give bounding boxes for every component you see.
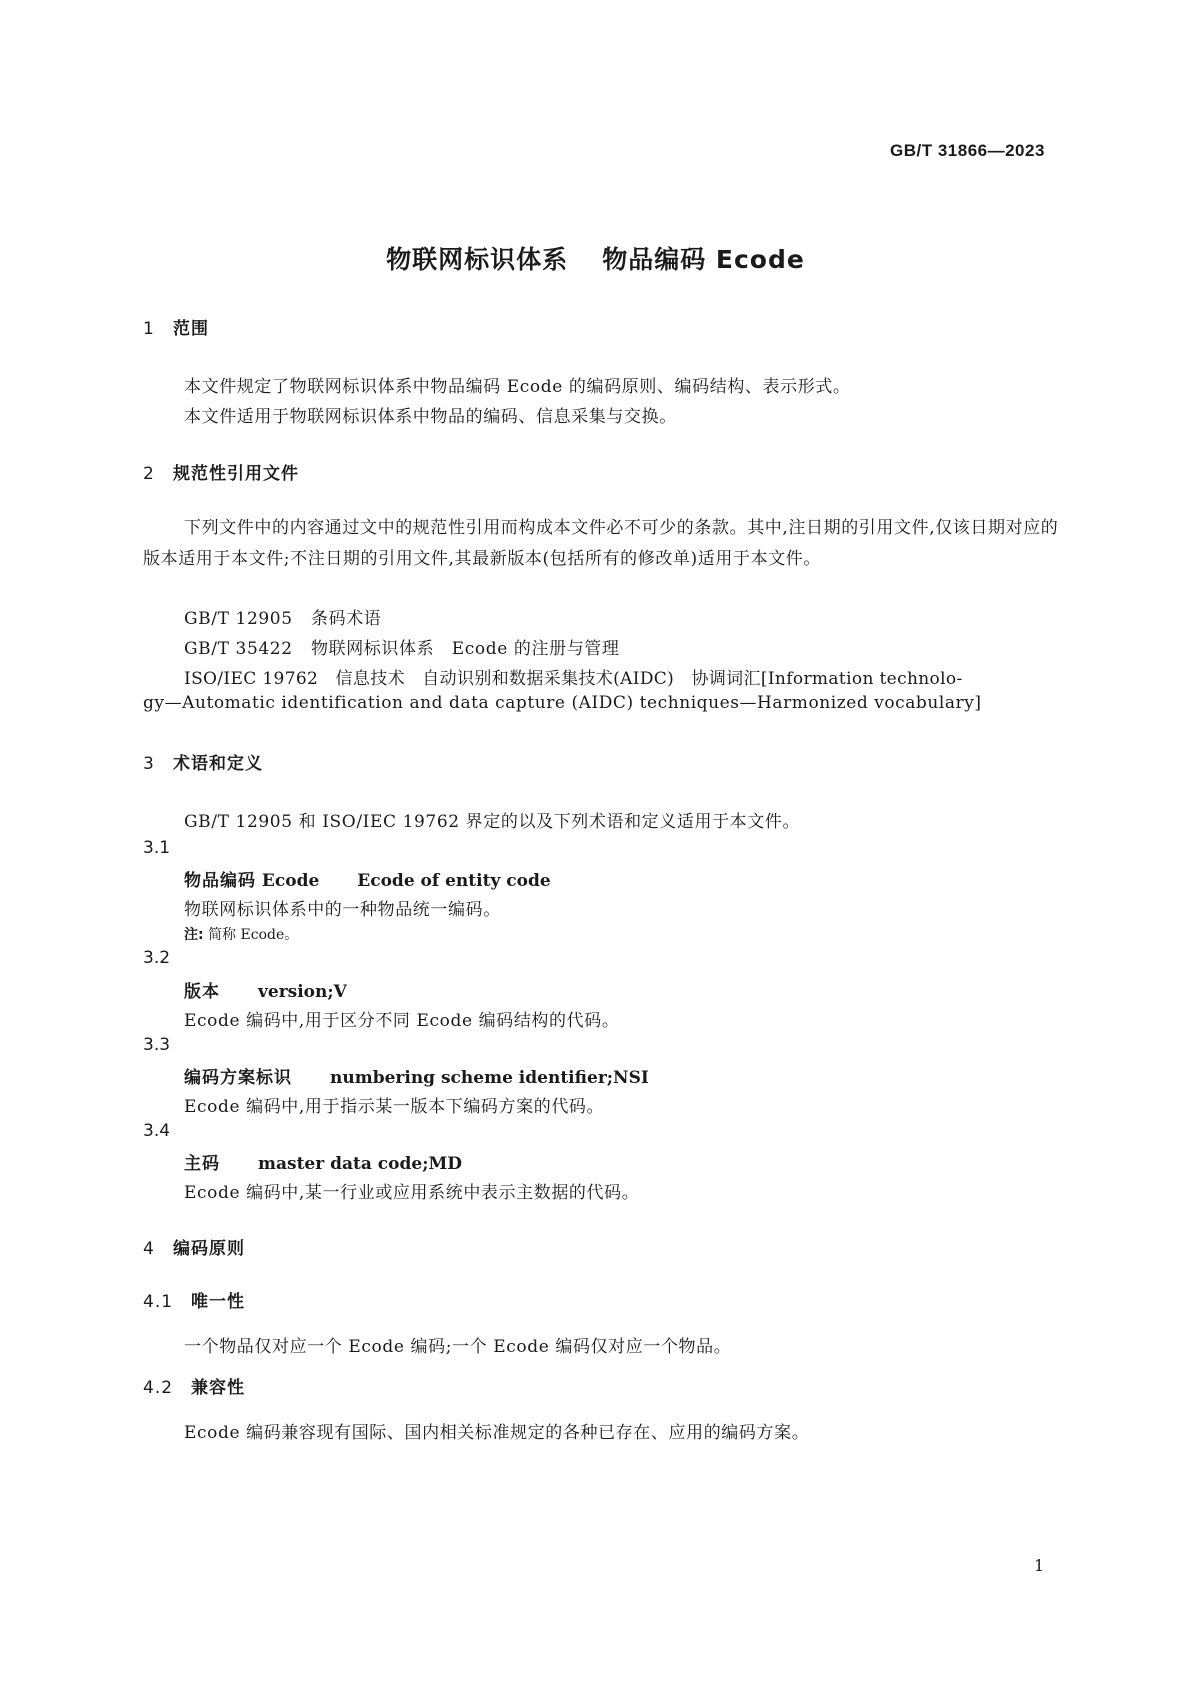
term-number: 3.4: [143, 1121, 171, 1141]
section-1-paragraph-2: 本文件适用于物联网标识体系中物品的编码、信息采集与交换。: [184, 407, 677, 427]
term-definition: Ecode 编码中,某一行业或应用系统中表示主数据的代码。: [184, 1183, 640, 1203]
section-1-paragraph-1: 本文件规定了物联网标识体系中物品编码 Ecode 的编码原则、编码结构、表示形式。: [184, 377, 851, 397]
term-number: 3.1: [143, 838, 171, 858]
term-heading: 版本 version;V: [184, 982, 347, 1002]
subsection-4-2-text: Ecode 编码兼容现有国际、国内相关标准规定的各种已存在、应用的编码方案。: [184, 1423, 810, 1443]
section-2-heading: 2 规范性引用文件: [143, 464, 299, 484]
standard-number: GB/T 31866—2023: [890, 141, 1045, 160]
reference-item: GB/T 12905 条码术语: [184, 609, 382, 629]
document-title: [0, 240, 1191, 276]
term-heading: 主码 master data code;MD: [184, 1154, 463, 1174]
subsection-4-2-heading: 4.2 兼容性: [143, 1378, 245, 1398]
term-definition: Ecode 编码中,用于指示某一版本下编码方案的代码。: [184, 1097, 605, 1117]
reference-item-line-2: gy—Automatic identification and data capture (AIDC) techniques—Harmonized vocabulary]: [143, 693, 982, 713]
reference-item-line-1: ISO/IEC 19762 信息技术 自动识别和数据采集技术(AIDC) 协调词汇[Information technolo-: [184, 669, 963, 689]
page-number: 1: [1034, 1556, 1045, 1575]
title-part-2: 物品编码 Ecode: [602, 245, 805, 274]
reference-item: GB/T 35422 物联网标识体系 Ecode 的注册与管理: [184, 639, 620, 659]
section-3-intro: GB/T 12905 和 ISO/IEC 19762 界定的以及下列术语和定义适用于本文件。: [184, 812, 801, 832]
title-part-1: 物联网标识体系: [386, 245, 569, 274]
section-4-heading: 4 编码原则: [143, 1239, 245, 1259]
term-note: 注: 简称 Ecode。: [184, 927, 299, 943]
section-1-heading: 1 范围: [143, 319, 209, 339]
term-number: 3.3: [143, 1035, 171, 1055]
term-heading: 编码方案标识 numbering scheme identifier;NSI: [184, 1068, 649, 1088]
subsection-4-1-text: 一个物品仅对应一个 Ecode 编码;一个 Ecode 编码仅对应一个物品。: [184, 1337, 732, 1357]
term-definition: Ecode 编码中,用于区分不同 Ecode 编码结构的代码。: [184, 1011, 620, 1031]
section-3-heading: 3 术语和定义: [143, 754, 263, 774]
term-definition: 物联网标识体系中的一种物品统一编码。: [184, 900, 501, 920]
term-number: 3.2: [143, 948, 171, 968]
subsection-4-1-heading: 4.1 唯一性: [143, 1292, 245, 1312]
term-heading: 物品编码 Ecode Ecode of entity code: [184, 871, 551, 891]
section-2-intro: 下列文件中的内容通过文中的规范性引用而构成本文件必不可少的条款。其中,注日期的引用文件,仅该日期对应的版本适用于本文件;不注日期的引用文件,其最新版本(包括所有的修改单)适用于本文件。: [143, 518, 1059, 569]
